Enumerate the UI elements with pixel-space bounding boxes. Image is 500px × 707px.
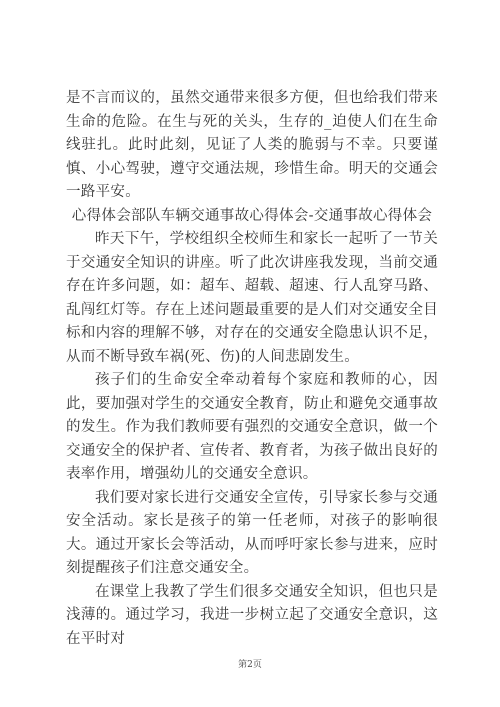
section-title: 心得体会部队车辆交通事故心得体会-交通事故心得体会 [71,207,433,224]
paragraph-continued: 是不言而议的，虽然交通带来很多方便，但也给我们带来生命的危险。在生与死的关头，生存的_迫使人们在生命线驻扎。此时此刻，见证了人类的脆弱与不幸。只要谨慎、小心驾驶，遵守交通法规，珍惜生命。明天的交通会一路平安。 [66,90,438,200]
document-body [66,87,438,651]
paragraph: 孩子们的生命安全牵动着每个家庭和教师的心，因此，要加强对学生的交通安全教育，防止和避免交通事故的发生。作为我们教师要有强烈的交通安全意识，做一个交通安全的保护者、宣传者、教育者，为孩子做出良好的表率作用，增强幼儿的交通安全意识。 [66,372,438,482]
page-number: 第2页 [238,660,262,670]
paragraph: 昨天下午，学校组织全校师生和家长一起听了一节关于交通安全知识的讲座。听了此次讲座我发现，当前交通存在许多问题，如：超车、超载、超速、行人乱穿马路、乱闯红灯等。存在上述问题最重要的是人们对交通安全目标和内容的理解不够，对存在的交通安全隐患认识不足，从而不断导致车祸(死、伤)的人间悲剧发生。 [66,231,438,365]
paragraph: 在课堂上我教了学生们很多交通安全知识，但也只是浅薄的。通过学习，我进一步树立起了交通安全意识，这在平时对 [66,583,438,647]
paragraph: 我们要对家长进行交通安全宣传，引导家长参与交通安全活动。家长是孩子的第一任老师，对孩子的影响很大。通过开家长会等活动，从而呼吁家长参与进来，应时刻提醒孩子们注意交通安全。 [66,489,438,576]
